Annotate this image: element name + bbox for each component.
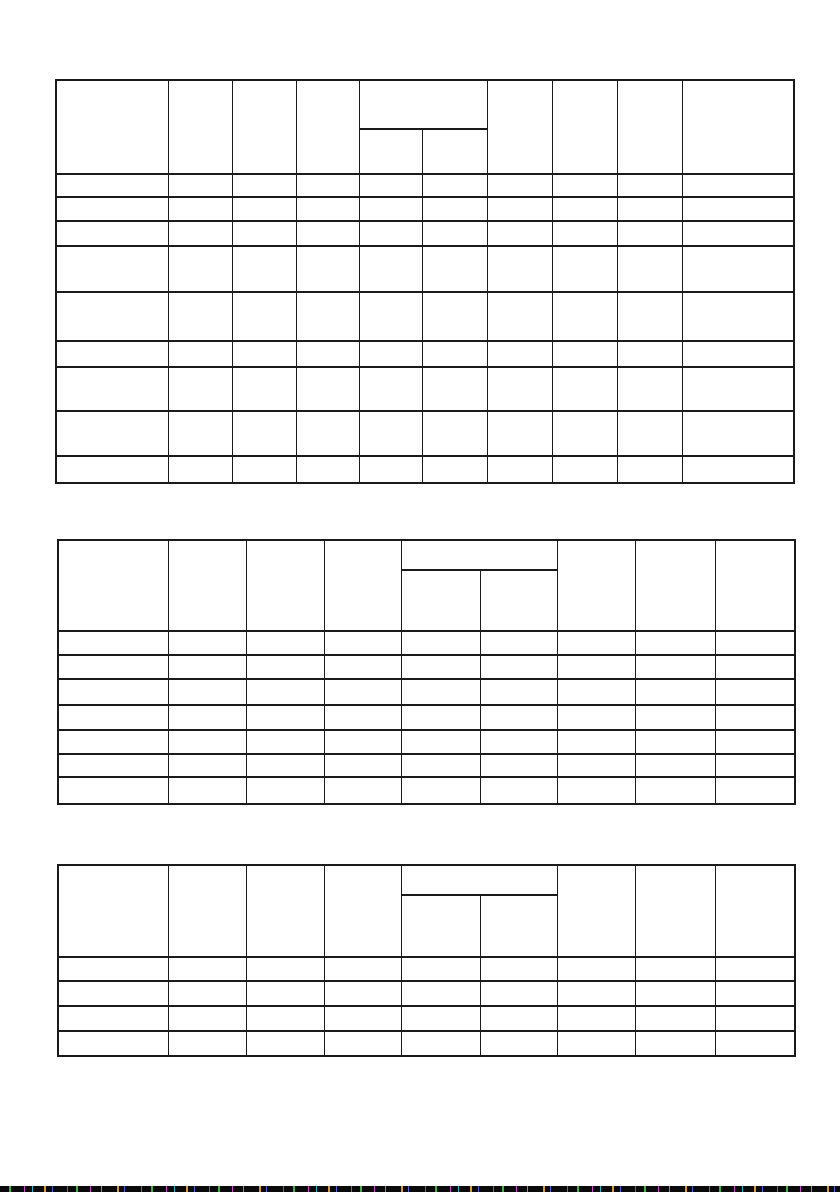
body-cell	[359, 197, 422, 221]
body-cell	[296, 197, 359, 221]
body-cell	[324, 679, 401, 705]
table-row	[56, 246, 794, 292]
body-cell	[487, 411, 552, 456]
scan-artifact-strip	[0, 1186, 840, 1192]
table-middle	[57, 539, 796, 805]
body-cell	[422, 174, 487, 197]
body-cell	[324, 1031, 401, 1056]
table-row	[58, 655, 795, 679]
body-cell	[246, 679, 324, 705]
header-cell	[715, 865, 795, 957]
body-cell	[58, 679, 168, 705]
header-cell	[557, 865, 635, 957]
body-cell	[635, 957, 715, 981]
body-cell	[359, 341, 422, 367]
body-cell	[422, 197, 487, 221]
body-cell	[324, 705, 401, 730]
body-cell	[715, 679, 795, 705]
body-cell	[168, 1031, 246, 1056]
body-cell	[715, 1006, 795, 1031]
header-cell	[487, 80, 552, 174]
body-cell	[715, 754, 795, 777]
body-cell	[401, 981, 480, 1006]
body-cell	[557, 754, 635, 777]
body-cell	[552, 411, 617, 456]
header-cell	[246, 865, 324, 957]
body-cell	[359, 367, 422, 411]
body-cell	[324, 981, 401, 1006]
body-cell	[617, 197, 682, 221]
table-row	[56, 367, 794, 411]
body-cell	[58, 981, 168, 1006]
header-cell	[56, 80, 168, 174]
header-cell	[552, 80, 617, 174]
body-cell	[635, 1031, 715, 1056]
body-cell	[682, 292, 794, 341]
body-cell	[168, 367, 232, 411]
body-cell	[401, 679, 480, 705]
body-cell	[246, 631, 324, 655]
header-cell	[324, 865, 401, 957]
body-cell	[487, 292, 552, 341]
table-row	[58, 730, 795, 754]
body-cell	[168, 631, 246, 655]
body-cell	[552, 456, 617, 483]
header-cell	[232, 80, 296, 174]
body-cell	[617, 341, 682, 367]
body-cell	[480, 631, 557, 655]
body-cell	[246, 655, 324, 679]
body-cell	[617, 174, 682, 197]
body-cell	[168, 655, 246, 679]
sub-header-cell	[401, 570, 480, 631]
body-cell	[635, 777, 715, 804]
body-cell	[232, 456, 296, 483]
body-cell	[422, 246, 487, 292]
body-cell	[401, 730, 480, 754]
body-cell	[168, 174, 232, 197]
body-cell	[635, 705, 715, 730]
body-cell	[557, 1031, 635, 1056]
body-cell	[480, 957, 557, 981]
body-cell	[168, 197, 232, 221]
table-row	[56, 174, 794, 197]
body-cell	[168, 411, 232, 456]
body-cell	[682, 411, 794, 456]
table-row	[56, 341, 794, 367]
body-cell	[168, 981, 246, 1006]
body-cell	[401, 1031, 480, 1056]
sub-header-cell	[422, 129, 487, 174]
body-cell	[401, 631, 480, 655]
header-cell	[168, 540, 246, 631]
body-cell	[487, 456, 552, 483]
body-cell	[715, 981, 795, 1006]
body-cell	[401, 754, 480, 777]
body-cell	[715, 705, 795, 730]
merged-header-cell	[401, 540, 557, 570]
body-cell	[401, 1006, 480, 1031]
body-cell	[617, 367, 682, 411]
header-cell	[246, 540, 324, 631]
body-cell	[359, 246, 422, 292]
body-cell	[487, 246, 552, 292]
body-cell	[401, 957, 480, 981]
body-cell	[246, 981, 324, 1006]
body-cell	[487, 174, 552, 197]
body-cell	[401, 777, 480, 804]
body-cell	[480, 777, 557, 804]
header-cell	[168, 865, 246, 957]
body-cell	[715, 1031, 795, 1056]
body-cell	[324, 777, 401, 804]
body-cell	[168, 754, 246, 777]
table-row	[56, 197, 794, 221]
body-cell	[422, 221, 487, 246]
body-cell	[401, 655, 480, 679]
body-cell	[552, 197, 617, 221]
body-cell	[422, 341, 487, 367]
body-cell	[324, 1006, 401, 1031]
body-cell	[422, 292, 487, 341]
header-cell	[557, 540, 635, 631]
header-cell	[682, 80, 794, 174]
body-cell	[359, 174, 422, 197]
body-cell	[56, 292, 168, 341]
body-cell	[635, 730, 715, 754]
body-cell	[168, 221, 232, 246]
body-cell	[324, 730, 401, 754]
body-cell	[487, 221, 552, 246]
body-cell	[682, 174, 794, 197]
sub-header-cell	[480, 570, 557, 631]
body-cell	[480, 1031, 557, 1056]
body-cell	[552, 341, 617, 367]
body-cell	[715, 631, 795, 655]
body-cell	[557, 679, 635, 705]
body-cell	[682, 367, 794, 411]
body-cell	[58, 730, 168, 754]
sub-header-cell	[480, 895, 557, 957]
body-cell	[324, 655, 401, 679]
body-cell	[480, 705, 557, 730]
table-row	[58, 981, 795, 1006]
body-cell	[168, 679, 246, 705]
table-row	[58, 705, 795, 730]
body-cell	[168, 292, 232, 341]
body-cell	[246, 705, 324, 730]
body-cell	[682, 221, 794, 246]
body-cell	[246, 754, 324, 777]
body-cell	[56, 341, 168, 367]
body-cell	[557, 730, 635, 754]
body-cell	[422, 411, 487, 456]
body-cell	[557, 777, 635, 804]
body-cell	[480, 1006, 557, 1031]
body-cell	[715, 957, 795, 981]
body-cell	[359, 292, 422, 341]
body-cell	[635, 679, 715, 705]
body-cell	[715, 777, 795, 804]
body-cell	[617, 246, 682, 292]
body-cell	[682, 341, 794, 367]
table-row	[58, 1031, 795, 1056]
body-cell	[168, 341, 232, 367]
table-row	[58, 754, 795, 777]
body-cell	[557, 631, 635, 655]
body-cell	[557, 981, 635, 1006]
body-cell	[168, 1006, 246, 1031]
header-cell	[168, 80, 232, 174]
body-cell	[56, 367, 168, 411]
merged-header-cell	[401, 865, 557, 895]
sub-header-cell	[401, 895, 480, 957]
body-cell	[168, 730, 246, 754]
body-cell	[296, 341, 359, 367]
body-cell	[232, 292, 296, 341]
body-cell	[324, 631, 401, 655]
header-cell	[324, 540, 401, 631]
body-cell	[168, 957, 246, 981]
table-row	[56, 292, 794, 341]
body-cell	[296, 174, 359, 197]
header-cell	[58, 540, 168, 631]
body-cell	[552, 174, 617, 197]
body-cell	[635, 655, 715, 679]
body-cell	[232, 367, 296, 411]
body-cell	[232, 411, 296, 456]
body-cell	[246, 777, 324, 804]
body-cell	[359, 456, 422, 483]
body-cell	[557, 1006, 635, 1031]
body-cell	[168, 777, 246, 804]
header-cell	[635, 540, 715, 631]
table-row	[58, 1006, 795, 1031]
body-cell	[58, 957, 168, 981]
body-cell	[296, 221, 359, 246]
body-cell	[557, 655, 635, 679]
body-cell	[635, 1006, 715, 1031]
body-cell	[324, 754, 401, 777]
body-cell	[487, 367, 552, 411]
header-cell	[715, 540, 795, 631]
body-cell	[56, 174, 168, 197]
body-cell	[296, 367, 359, 411]
body-cell	[168, 705, 246, 730]
body-cell	[359, 221, 422, 246]
table-row	[56, 221, 794, 246]
table-row	[58, 957, 795, 981]
body-cell	[480, 981, 557, 1006]
body-cell	[552, 246, 617, 292]
body-cell	[58, 777, 168, 804]
body-cell	[232, 174, 296, 197]
body-cell	[682, 246, 794, 292]
body-cell	[58, 754, 168, 777]
body-cell	[617, 456, 682, 483]
body-cell	[58, 1006, 168, 1031]
body-cell	[401, 705, 480, 730]
body-cell	[296, 411, 359, 456]
table-row	[58, 679, 795, 705]
body-cell	[246, 957, 324, 981]
body-cell	[58, 705, 168, 730]
body-cell	[617, 411, 682, 456]
table-row	[56, 456, 794, 483]
body-cell	[552, 221, 617, 246]
body-cell	[422, 456, 487, 483]
body-cell	[232, 221, 296, 246]
header-cell	[296, 80, 359, 174]
table-row	[58, 777, 795, 804]
body-cell	[715, 730, 795, 754]
body-cell	[480, 730, 557, 754]
body-cell	[682, 197, 794, 221]
body-cell	[168, 456, 232, 483]
body-cell	[232, 341, 296, 367]
body-cell	[56, 246, 168, 292]
body-cell	[58, 1031, 168, 1056]
body-cell	[682, 456, 794, 483]
body-cell	[617, 221, 682, 246]
header-cell	[58, 865, 168, 957]
body-cell	[635, 754, 715, 777]
table-top	[55, 79, 795, 484]
body-cell	[715, 655, 795, 679]
body-cell	[58, 631, 168, 655]
body-cell	[232, 246, 296, 292]
table-row	[56, 411, 794, 456]
body-cell	[296, 292, 359, 341]
body-cell	[56, 221, 168, 246]
body-cell	[635, 631, 715, 655]
body-cell	[552, 292, 617, 341]
body-cell	[359, 411, 422, 456]
body-cell	[557, 957, 635, 981]
body-cell	[557, 705, 635, 730]
body-cell	[422, 367, 487, 411]
body-cell	[56, 456, 168, 483]
body-cell	[56, 197, 168, 221]
body-cell	[168, 246, 232, 292]
body-cell	[58, 655, 168, 679]
body-cell	[487, 197, 552, 221]
merged-header-cell	[359, 80, 487, 129]
body-cell	[480, 679, 557, 705]
body-cell	[480, 655, 557, 679]
table-row	[58, 631, 795, 655]
sub-header-cell	[359, 129, 422, 174]
body-cell	[232, 197, 296, 221]
body-cell	[246, 1006, 324, 1031]
body-cell	[552, 367, 617, 411]
header-cell	[617, 80, 682, 174]
body-cell	[617, 292, 682, 341]
body-cell	[487, 341, 552, 367]
body-cell	[56, 411, 168, 456]
body-cell	[246, 1031, 324, 1056]
header-cell	[635, 865, 715, 957]
body-cell	[296, 456, 359, 483]
body-cell	[246, 730, 324, 754]
body-cell	[480, 754, 557, 777]
body-cell	[296, 246, 359, 292]
body-cell	[635, 981, 715, 1006]
body-cell	[324, 957, 401, 981]
table-bottom	[57, 864, 796, 1057]
